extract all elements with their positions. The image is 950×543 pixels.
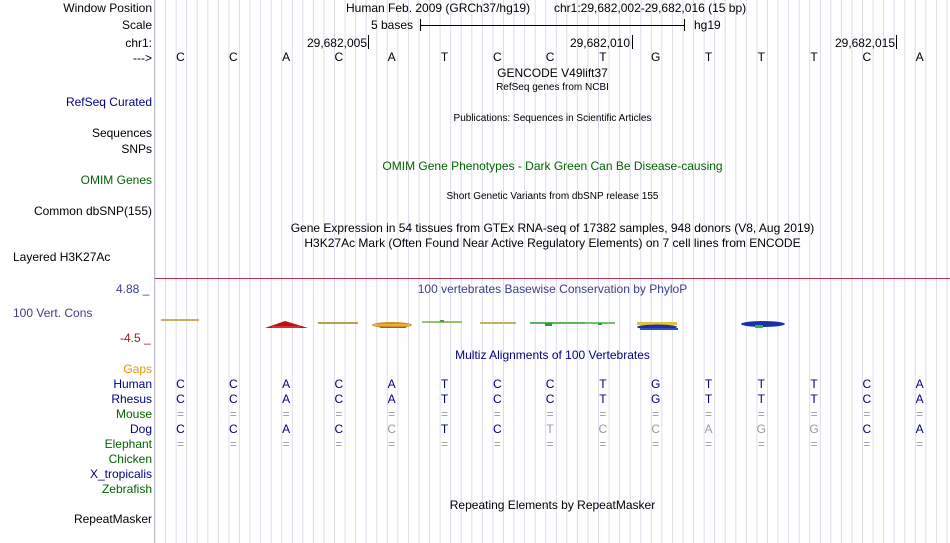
base-cell: = [546, 407, 554, 421]
scale-bar-left-tick [420, 19, 421, 31]
assembly-label: Human Feb. 2009 (GRCh37/hg19) [346, 1, 531, 15]
base-cell: T [810, 377, 818, 391]
phylop-logo-c [372, 322, 412, 328]
base-cell: = [440, 437, 448, 451]
species-rhesus-label[interactable]: Rhesus [111, 392, 152, 406]
omim-genes-label[interactable]: OMIM Genes [80, 173, 152, 187]
repeatmasker-label[interactable]: RepeatMasker [73, 512, 152, 526]
base-cell: T [440, 392, 449, 406]
base-cell: = [176, 437, 184, 451]
base-cell: C [492, 422, 502, 436]
base-cell: = [546, 437, 554, 451]
species-elephant-label[interactable]: Elephant [104, 437, 152, 451]
base-cell: C [492, 50, 502, 64]
base-cell: C [545, 50, 555, 64]
base-cell: T [810, 392, 818, 406]
base-cell: = [652, 407, 660, 421]
base-cell: T [757, 377, 765, 391]
base-cell: G [756, 422, 766, 436]
base-cell: T [546, 422, 554, 436]
human-alignment-row [0, 377, 950, 391]
base-cell: = [282, 437, 290, 451]
base-cell: T [440, 422, 449, 436]
base-cell: C [387, 422, 397, 436]
base-cell: T [440, 377, 449, 391]
phylop-track-title: 100 vertebrates Basewise Conservation by PhyloP [417, 282, 688, 296]
base-cell: A [282, 377, 291, 391]
base-cell: = [282, 407, 290, 421]
base-cell: = [810, 437, 818, 451]
phylop-min-label: -4.5 _ [120, 331, 151, 345]
scale-text: 5 bases [371, 18, 414, 32]
base-cell: = [652, 437, 660, 451]
multiz-track-title: Multiz Alignments of 100 Vertebrates [455, 348, 650, 362]
species-dog-label[interactable]: Dog [129, 422, 152, 436]
base-cell: T [704, 392, 713, 406]
base-cell: A [915, 377, 924, 391]
base-cell: T [599, 377, 607, 391]
base-cell: A [387, 377, 396, 391]
base-cell: C [228, 50, 238, 64]
refseq-curated-label[interactable]: RefSeq Curated [65, 95, 152, 109]
base-cell: = [440, 407, 448, 421]
phylop-segment [440, 320, 444, 322]
refseq-track-subtitle: RefSeq genes from NCBI [496, 82, 609, 93]
base-cell: C [334, 50, 344, 64]
base-cell: C [492, 377, 502, 391]
base-cell: = [757, 437, 765, 451]
species-human-label[interactable]: Human [113, 377, 152, 391]
base-cell: = [704, 437, 712, 451]
base-cell: C [228, 422, 238, 436]
base-cell: G [651, 377, 661, 391]
base-cell: C [176, 50, 185, 64]
base-cell: C [492, 392, 502, 406]
base-cell: C [228, 377, 238, 391]
gtex-track-title: Gene Expression in 54 tissues from GTEx RNA-seq of 17382 samples, 948 donors (V8, Aug 2019) [290, 221, 815, 235]
base-cell: = [916, 437, 924, 451]
direction-label: ---> [133, 51, 152, 65]
base-cell: G [651, 392, 661, 406]
ruler-tick-label: 29,682,015 [834, 36, 895, 50]
layered-h3k27ac-label[interactable]: Layered H3K27Ac [13, 250, 111, 264]
base-cell: C [176, 422, 185, 436]
species-chicken-label[interactable]: Chicken [108, 452, 152, 466]
ruler-tick-label: 29,682,010 [569, 36, 630, 50]
phylop-segment [530, 322, 590, 324]
base-cell: C [651, 422, 661, 436]
track-divider [155, 278, 950, 279]
base-cell: = [599, 437, 607, 451]
window-position-label: Window Position [63, 1, 152, 15]
ruler-tick [632, 35, 633, 49]
base-cell: C [545, 377, 555, 391]
base-cell: C [862, 422, 872, 436]
publications-track-title: Publications: Sequences in Scientific Articles [453, 113, 652, 124]
base-cell: = [176, 407, 184, 421]
base-cell: C [334, 392, 344, 406]
base-cell: C [862, 377, 872, 391]
scale-bar [420, 25, 684, 26]
base-cell: A [915, 392, 924, 406]
phylop-mark [598, 323, 602, 325]
base-cell: = [388, 437, 396, 451]
base-cell: C [176, 377, 185, 391]
snps-label[interactable]: SNPs [121, 142, 152, 156]
gaps-label: Gaps [123, 362, 152, 376]
base-cell: T [757, 392, 765, 406]
phylop-label[interactable]: 100 Vert. Cons [13, 306, 93, 320]
base-cell: A [387, 392, 396, 406]
ruler-tick [368, 35, 369, 49]
rhesus-alignment-row [0, 392, 950, 406]
phylop-logo-t [741, 321, 785, 328]
base-cell: A [387, 50, 396, 64]
base-cell: = [810, 407, 818, 421]
position-label: chr1:29,682,002-29,682,016 (15 bp) [554, 1, 747, 15]
species-xtropicalis-label[interactable]: X_tropicalis [89, 467, 152, 481]
common-dbsnp-label[interactable]: Common dbSNP(155) [33, 204, 152, 218]
base-cell: G [651, 50, 661, 64]
base-cell: A [282, 50, 291, 64]
base-cell: A [915, 422, 924, 436]
base-cell: G [809, 422, 819, 436]
base-cell: = [916, 407, 924, 421]
scale-db: hg19 [694, 18, 721, 32]
phylop-segment [318, 322, 358, 324]
base-cell: A [915, 50, 924, 64]
dbsnp-track-title: Short Genetic Variants from dbSNP release 155 [446, 191, 659, 202]
base-cell: = [335, 437, 343, 451]
base-cell: A [282, 392, 291, 406]
base-cell: A [282, 422, 291, 436]
species-mouse-label[interactable]: Mouse [115, 407, 152, 421]
dog-alignment-row [0, 422, 950, 436]
base-cell: T [440, 50, 449, 64]
base-cell: = [757, 407, 765, 421]
base-cell: = [229, 407, 237, 421]
base-cell: T [704, 377, 713, 391]
phylop-logo-g [637, 322, 678, 330]
elephant-alignment-row [0, 437, 950, 451]
base-cell: C [862, 392, 872, 406]
base-cell: = [704, 407, 712, 421]
gencode-track-title: GENCODE V49lift37 [497, 66, 608, 80]
base-cell: C [334, 422, 344, 436]
scale-bar-right-tick [684, 19, 685, 31]
base-cell: C [176, 392, 185, 406]
base-cell: T [810, 50, 818, 64]
base-cell: T [599, 50, 607, 64]
base-cell: = [863, 437, 871, 451]
chrom-label[interactable]: chr1: [125, 36, 152, 50]
phylop-segment [480, 322, 516, 324]
phylop-segment [161, 319, 199, 321]
base-cell: C [334, 377, 344, 391]
h3k27ac-track-title: H3K27Ac Mark (Often Found Near Active Regulatory Elements) on 7 cell lines from ENCODE [304, 236, 801, 250]
base-cell: T [757, 50, 765, 64]
mouse-alignment-row [0, 407, 950, 421]
phylop-logo-a [265, 321, 308, 328]
phylop-graph [0, 312, 950, 334]
base-cell: C [545, 392, 555, 406]
base-cell: C [228, 392, 238, 406]
base-cell: T [599, 392, 607, 406]
base-cell: = [493, 407, 501, 421]
ruler-tick-label: 29,682,005 [306, 36, 367, 50]
base-cell: = [229, 437, 237, 451]
phylop-mark [545, 323, 552, 326]
base-cell: T [704, 50, 713, 64]
base-cell: C [598, 422, 608, 436]
base-cell: = [493, 437, 501, 451]
scale-label[interactable]: Scale [121, 18, 152, 32]
species-zebrafish-label[interactable]: Zebrafish [101, 482, 152, 496]
repeatmasker-track-title: Repeating Elements by RepeatMasker [449, 498, 656, 512]
base-cell: = [863, 407, 871, 421]
base-sequence-row [0, 50, 950, 64]
base-cell: = [388, 407, 396, 421]
ruler-tick [896, 35, 897, 49]
sequences-label[interactable]: Sequences [91, 126, 152, 140]
base-cell: = [335, 407, 343, 421]
omim-track-title: OMIM Gene Phenotypes - Dark Green Can Be Disease-causing [382, 159, 723, 173]
base-cell: C [862, 50, 872, 64]
base-cell: A [704, 422, 713, 436]
phylop-max-label: 4.88 _ [116, 282, 150, 296]
base-cell: = [599, 407, 607, 421]
